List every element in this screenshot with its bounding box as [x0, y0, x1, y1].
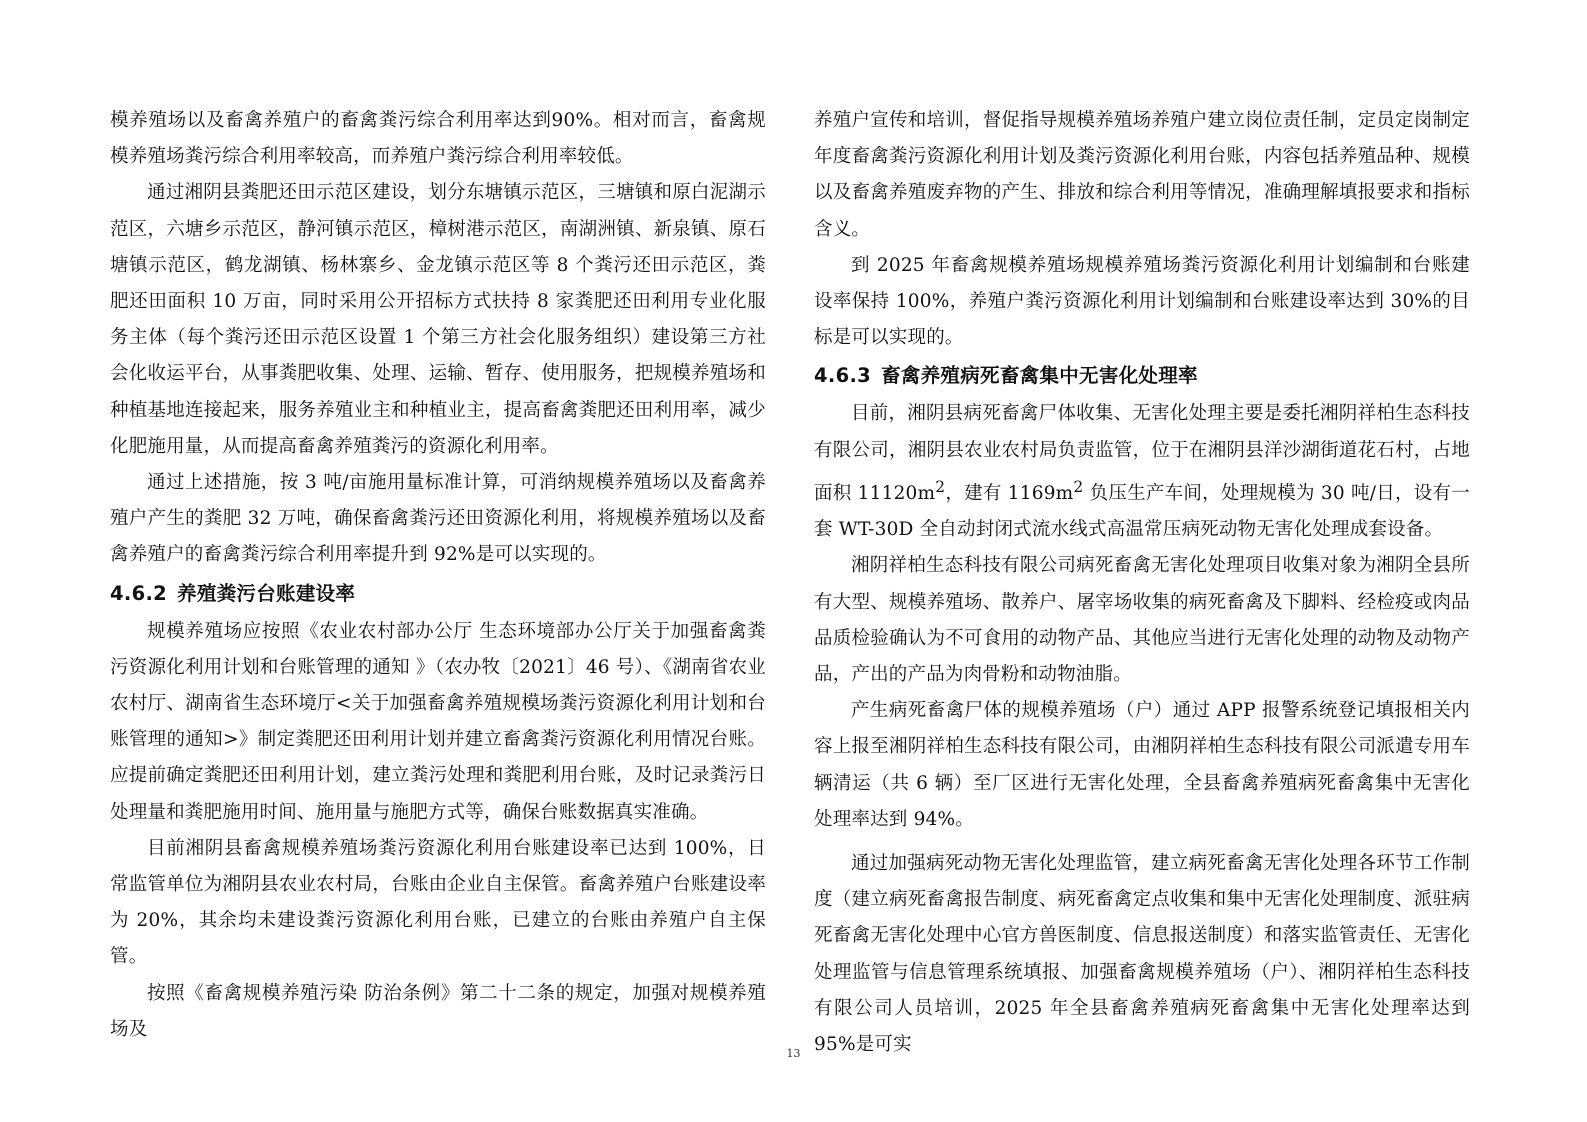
section-heading-4-6-2 — [110, 574, 766, 614]
right-paragraph-6: 通过加强病死动物无害化处理监管，建立病死畜禽无害化处理各环节工作制度（建立病死畜禽报告制度、病死畜禽定点收集和集中无害化处理制度、派驻病死畜禽无害化处理中心官方兽医制度、信息报送制度）和落实监管责任、无害化处理监管与信息管理系统填报、加强畜禽规模养殖场（户）、湘阴祥柏生态科技有限公司人员培训，2025 年全县畜禽养殖病死畜禽集中无害化处理率达到 95%是可实 — [814, 853, 1470, 1056]
section-title: 养殖粪污台账建设率 — [177, 581, 356, 605]
left-paragraph-4: 规模养殖场应按照《农业农村部办公厅 生态环境部办公厅关于加强畜禽粪污资源化利用计划和台账管理的通知 》（农办牧〔2021〕46 号）、《湖南省农业农村厅、湖南省生态环境厅<关于加强畜禽养殖规模场粪污资源化利用计划和台账管理的通知>》制定粪肥还田利用计划并建立畜禽粪污资源化利用情况台账。应提前确定粪肥还田利用计划，建立粪污处理和粪肥利用台账，及时记录粪污日处理量和粪肥施用时间、施用量与施肥方式等，确保台账数据真实准确。 — [110, 620, 766, 823]
section-number: 4.6.3 — [814, 364, 872, 388]
text-run: ，建有 1169m — [945, 482, 1074, 504]
page-number: 13 — [786, 1047, 801, 1060]
left-paragraph-6: 按照《畜禽规模养殖污染 防治条例》第二十二条的规定，加强对规模养殖场及 — [110, 982, 766, 1040]
superscript: 2 — [935, 477, 946, 496]
right-paragraph-5: 产生病死畜禽尸体的规模养殖场（户）通过 APP 报警系统登记填报相关内容上报至湘阴祥柏生态科技有限公司，由湘阴祥柏生态科技有限公司派遣专用车辆清运（共 6 辆）至厂区进行无害化处理，全县畜禽养殖病死畜禽集中无害化处理率达到 94%。 — [814, 700, 1470, 830]
section-heading-4-6-3 — [814, 356, 1470, 396]
right-paragraph-2: 到 2025 年畜禽规模养殖场规模养殖场粪污资源化利用计划编制和台账建设率保持 100%，养殖户粪污资源化利用计划编制和台账建设率达到 30%的目标是可以实现的。 — [814, 254, 1470, 349]
left-paragraph-5: 目前湘阴县畜禽规模养殖场粪污资源化利用台账建设率已达到 100%，日常监管单位为湘阴县农业农村局，台账由企业自主保管。畜禽养殖户台账建设率为 20%，其余均未建设粪污资源化利用台账，已建立的台账由养殖户自主保管。 — [110, 837, 766, 968]
text-run: 目前，湘阴县病死畜禽尸体收集、无害化处理主要是委托湘阴祥柏生态科技有限公司，湘阴县农业农村局负责监管，位于在湘阴县洋沙湖街道花石村，占地面积 11120m — [814, 403, 1470, 504]
right-paragraph-1: 养殖户宣传和培训，督促指导规模养殖场养殖户建立岗位责任制，定员定岗制定年度畜禽粪污资源化利用计划及粪污资源化利用台账，内容包括养殖品种、规模以及畜禽养殖废弃物的产生、排放和综合利用等情况，准确理解填报要求和指标含义。 — [814, 110, 1470, 240]
section-title: 畜禽养殖病死畜禽集中无害化处理率 — [881, 364, 1198, 388]
text-run: 负压生产车间，处理规模为 30 吨/日，设有一套 WT-30D 全自动封闭式流水线式高温常压病死动物无害化处理成套设备。 — [814, 482, 1471, 541]
left-column — [110, 103, 766, 1048]
superscript: 2 — [1073, 477, 1084, 496]
right-paragraph-4: 湘阴祥柏生态科技有限公司病死畜禽无害化处理项目收集对象为湘阴全县所有大型、规模养殖场、散养户、屠宰场收集的病死畜禽及下脚料、经检疫或肉品品质检验确认为不可食用的动物产品、其他应当进行无害化处理的动物及动物产品，产出的产品为肉骨粉和动物油脂。 — [814, 555, 1470, 685]
left-paragraph-1: 模养殖场以及畜禽养殖户的畜禽粪污综合利用率达到90%。相对而言，畜禽规模养殖场粪污综合利用率较高，而养殖户粪污综合利用率较低。 — [110, 110, 766, 168]
right-paragraph-3 — [814, 396, 1470, 548]
left-paragraph-2: 通过湘阴县粪肥还田示范区建设，划分东塘镇示范区，三塘镇和原白泥湖示范区，六塘乡示范区，静河镇示范区，樟树港示范区，南湖洲镇、新泉镇、原石塘镇示范区，鹤龙湖镇、杨林寨乡、金龙镇示范区等 8 个粪污还田示范区，粪肥还田面积 10 万亩，同时采用公开招标方式扶持 8 家粪肥还田利用专业化服务主体（每个粪污还田示范区设置 1 个第三方社会化服务组织）建设第三方社会化收运平台，从事粪肥收集、处理、运输、暂存、使用服务，把规模养殖场和种植基地连接起来，服务养殖业主和种植业主，提高畜禽粪肥还田利用率，减少化肥施用量，从而提高畜禽养殖粪污的资源化利用率。 — [110, 182, 766, 457]
left-paragraph-3: 通过上述措施，按 3 吨/亩施用量标准计算，可消纳规模养殖场以及畜禽养殖户产生的粪肥 32 万吨，确保畜禽粪污还田资源化利用，将规模养殖场以及畜禽养殖户的畜禽粪污综合利用率提升到 92%是可以实现的。 — [110, 472, 766, 566]
section-number: 4.6.2 — [110, 581, 168, 605]
right-column — [814, 103, 1470, 1063]
